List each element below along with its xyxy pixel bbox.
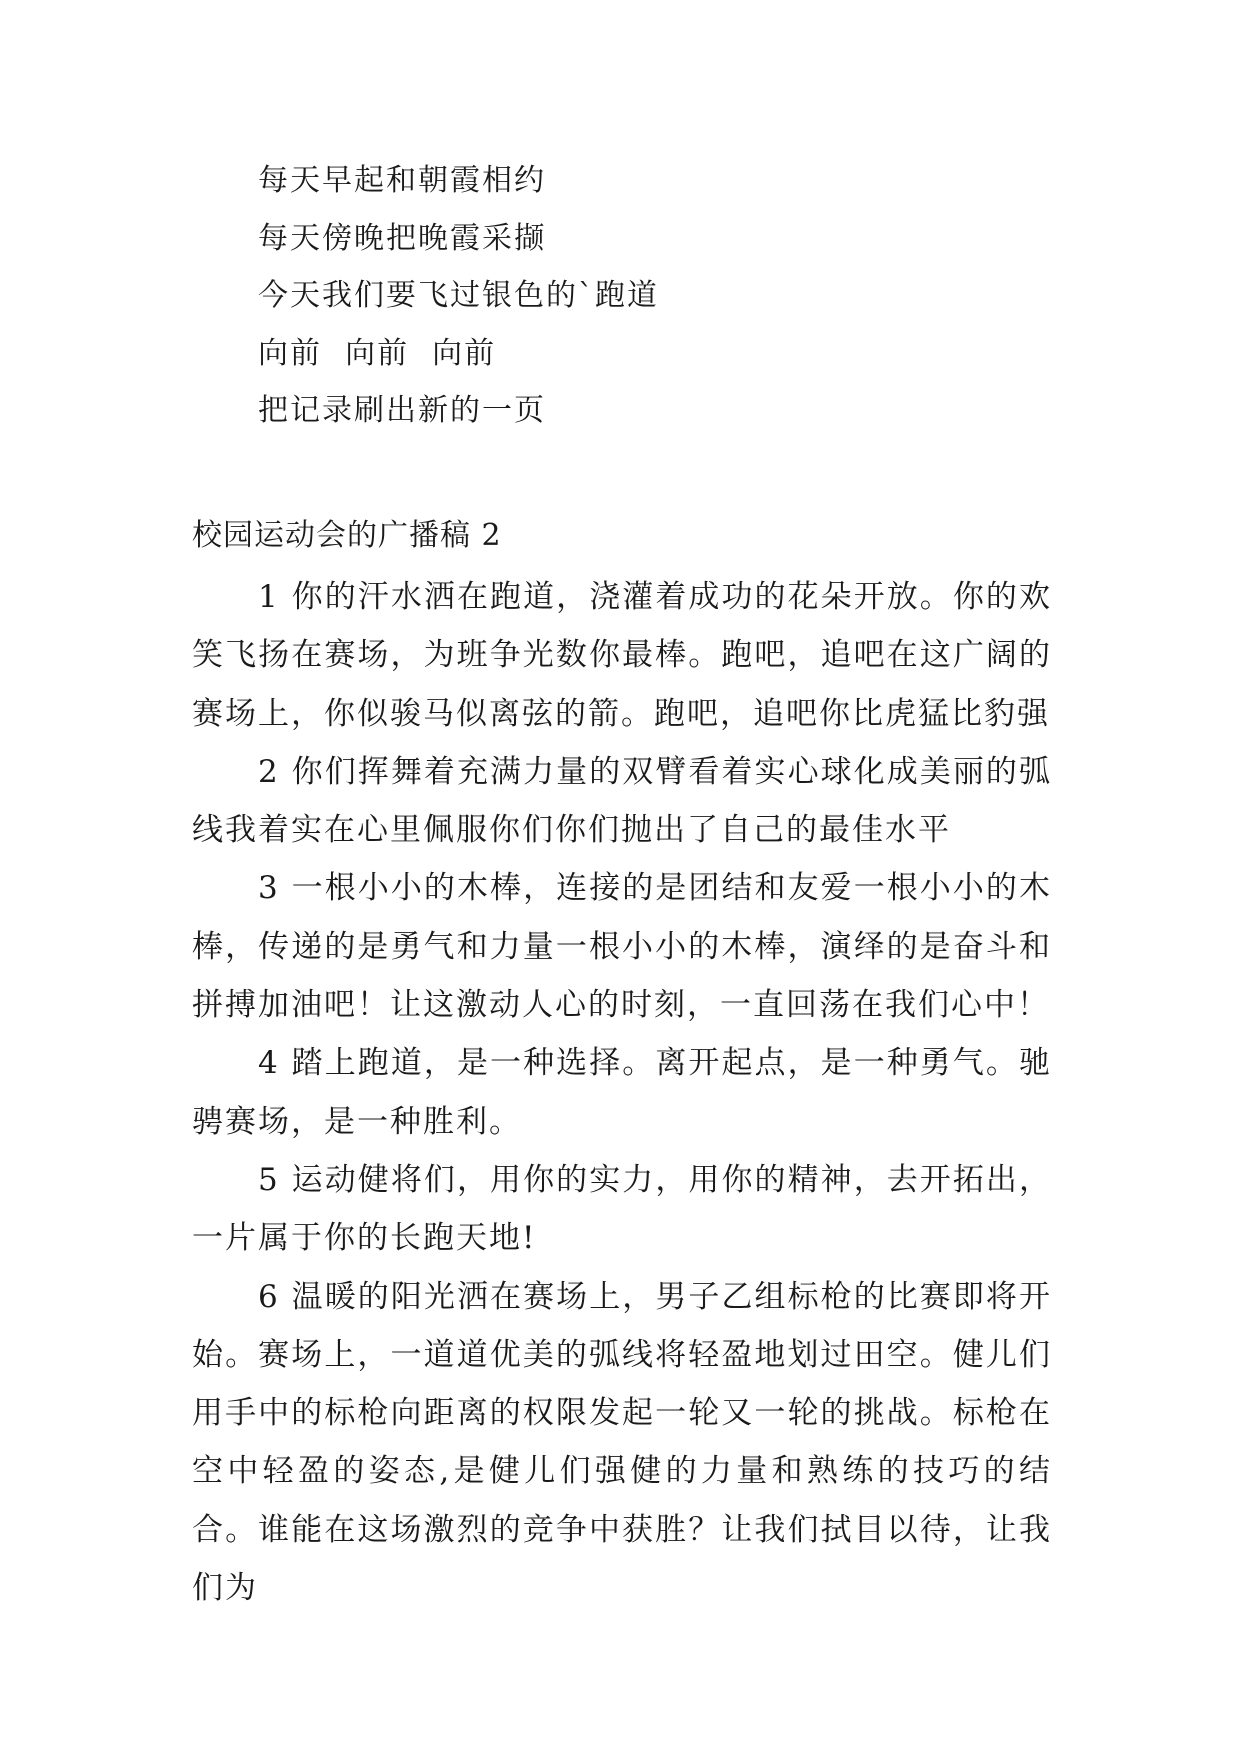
body-text	[192, 568, 1052, 1617]
section-heading: 校园运动会的广播稿 2	[192, 518, 502, 553]
poem-block	[258, 162, 1058, 450]
poem-line: 今天我们要飞过银色的`跑道	[258, 278, 659, 313]
paragraph: 4 踏上跑道，是一种选择。离开起点，是一种勇气。驰骋赛场，是一种胜利。	[192, 1045, 1052, 1140]
paragraph: 5 运动健将们，用你的实力，用你的精神，去开拓出，一片属于你的长跑天地!	[192, 1161, 1052, 1257]
poem-line: 每天早起和朝霞相约	[258, 163, 546, 198]
poem-line: 把记录刷出新的一页	[258, 393, 546, 428]
paragraph: 3 一根小小的木棒，连接的是团结和友爱一根小小的木棒，传递的是勇气和力量一根小小的木棒，演绎的是奋斗和拼搏加油吧！让这激动人心的时刻，一直回荡在我们心中！	[192, 870, 1052, 1024]
poem-line: 每天傍晚把晚霞采撷	[258, 220, 546, 256]
paragraph: 6 温暖的阳光洒在赛场上，男子乙组标枪的比赛即将开始。赛场上，一道道优美的弧线将轻盈地划过田空。健儿们用手中的标枪向距离的权限发起一轮又一轮的挑战。标枪在空中轻盈的姿态,是健儿们强健的力量和熟练的技巧的结合。谁能在这场激烈的竞争中获胜？让我们拭目以待，让我们为	[192, 1278, 1052, 1607]
paragraph: 1 你的汗水洒在跑道，浇灌着成功的花朵开放。你的欢笑飞扬在赛场，为班争光数你最棒。跑吧，追吧在这广阔的赛场上，你似骏马似离弦的箭。跑吧，追吧你比虎猛比豹强	[192, 579, 1052, 732]
paragraph: 2 你们挥舞着充满力量的双臂看着实心球化成美丽的弧线我着实在心里佩服你们你们抛出了自己的最佳水平	[192, 753, 1052, 849]
poem-line: 向前 向前 向前	[258, 335, 497, 371]
